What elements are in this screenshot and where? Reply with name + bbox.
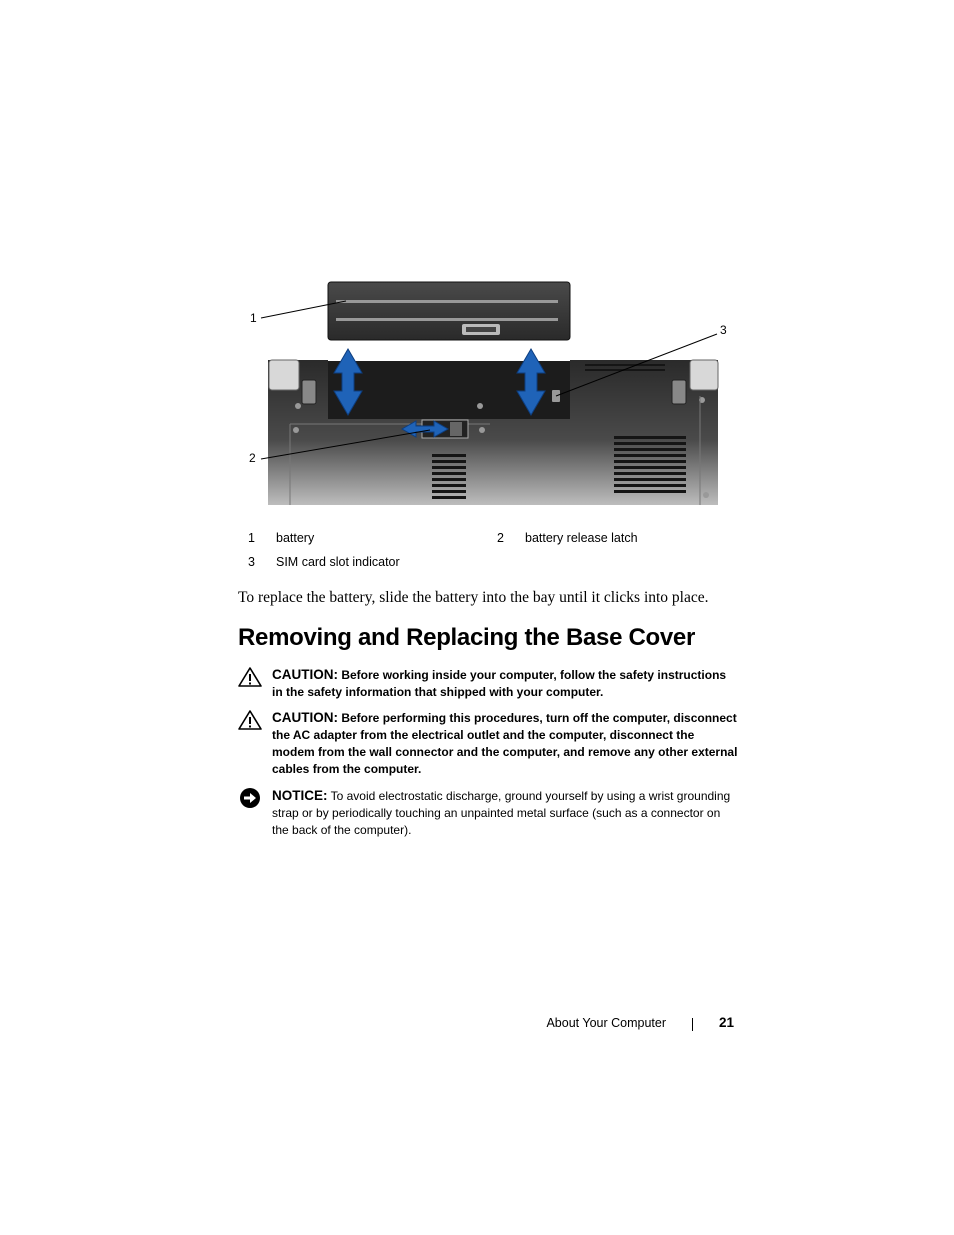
caution-triangle-icon: [238, 666, 262, 688]
caution-note: [238, 709, 738, 781]
legend-number: 3: [248, 555, 255, 569]
caution-text: Before performing this procedures, turn off the computer, disconnect the AC adapter from the electrical outlet and the computer, disconnect the modem from the wall connector and the computer, and remove any other external cables from the computer.: [272, 711, 738, 776]
callout-2: 2: [249, 451, 256, 465]
legend-label: SIM card slot indicator: [276, 555, 400, 569]
laptop-base: [268, 360, 718, 505]
caution-triangle-icon: [238, 709, 262, 731]
footer-section-title: About Your Computer: [546, 1016, 666, 1030]
legend-number: 2: [497, 531, 504, 545]
battery-illustration: [240, 278, 740, 510]
caution-label: CAUTION:: [272, 710, 338, 725]
legend-label: battery: [276, 531, 315, 545]
notice-text: To avoid electrostatic discharge, ground yourself by using a wrist grounding strap or by periodically touching an unpainted metal surface (such as a connector on the back of the computer).: [272, 789, 731, 837]
notice-label: NOTICE:: [272, 788, 328, 803]
section-heading: Removing and Replacing the Base Cover: [238, 624, 696, 651]
footer-divider: [692, 1018, 693, 1031]
caution-note: [238, 666, 738, 706]
legend-label: battery release latch: [525, 531, 638, 545]
caution-body: [272, 709, 738, 778]
notice-note: [238, 787, 738, 843]
battery-figure: [240, 278, 740, 510]
caution-body: [272, 666, 738, 701]
caution-label: CAUTION:: [272, 667, 338, 682]
caution-text: Before working inside your computer, follow the safety instructions in the safety information that shipped with your computer.: [272, 668, 727, 699]
notice-arrow-icon: [238, 787, 262, 809]
body-paragraph: To replace the battery, slide the battery into the bay until it clicks into place.: [238, 589, 709, 606]
page-number: 21: [719, 1015, 735, 1030]
legend-number: 1: [248, 531, 255, 545]
notice-body: [272, 787, 738, 839]
callout-1: 1: [250, 311, 257, 325]
callout-3: 3: [720, 323, 727, 337]
battery: [328, 282, 570, 340]
